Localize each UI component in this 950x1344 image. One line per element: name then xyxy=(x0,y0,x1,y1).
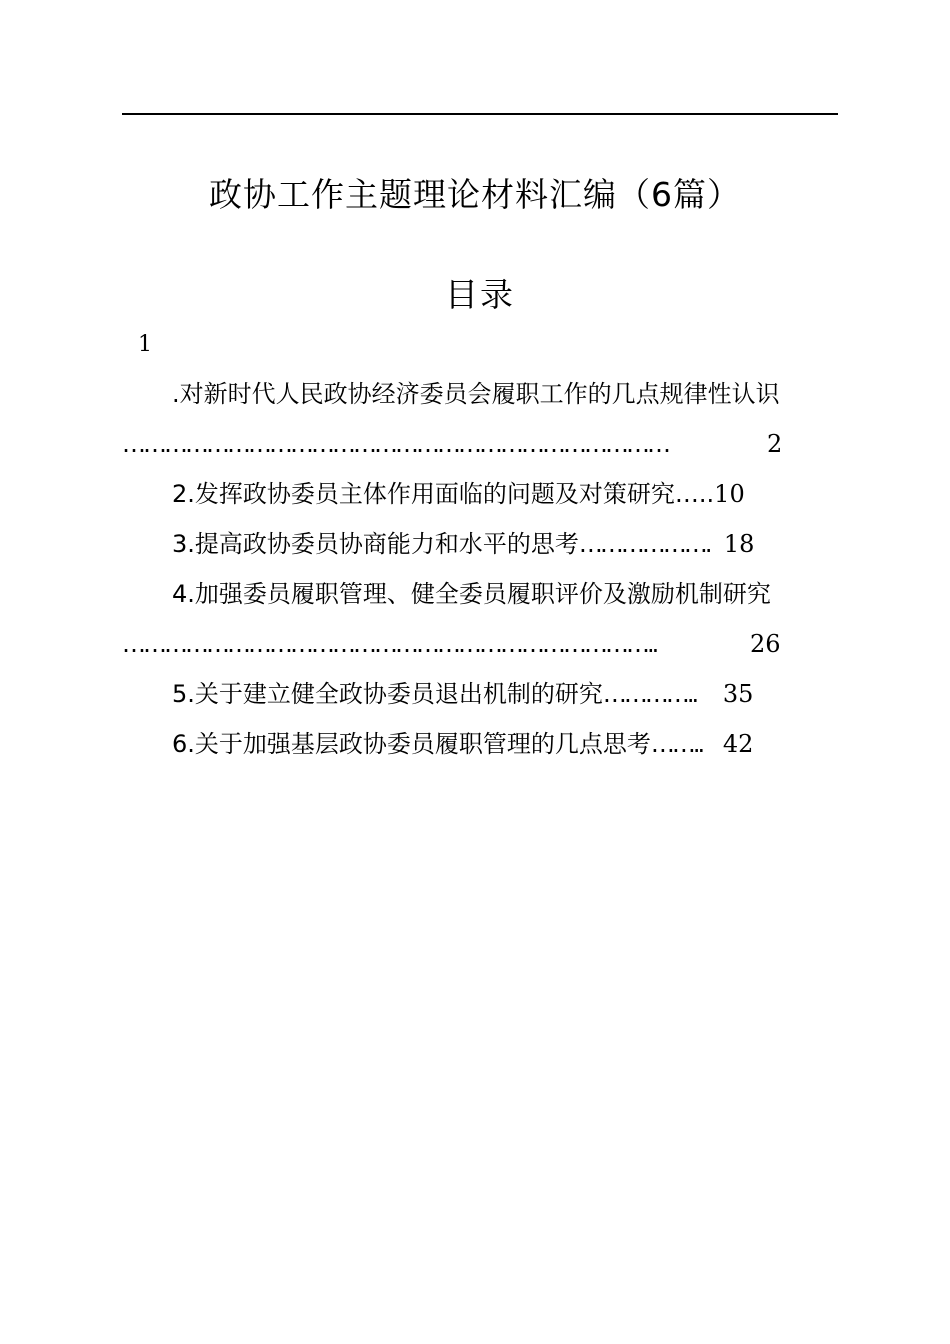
toc-item-4-title[interactable] xyxy=(172,576,771,612)
toc-item-4-text: 4.加强委员履职管理、健全委员履职评价及激励机制研究 xyxy=(172,580,771,608)
toc-item-1-page: 2 xyxy=(767,430,783,458)
toc-item-4-leader: ………………………………………………………………….. xyxy=(122,630,657,658)
toc-item-1-title[interactable] xyxy=(172,376,780,412)
toc-item-1-text: .对新时代人民政协经济委员会履职工作的几点规律性认识 xyxy=(172,380,780,408)
toc-item-3-text: 3.提高政协委员协商能力和水平的思考 xyxy=(172,530,579,558)
toc-item-4-leader-line[interactable] xyxy=(122,626,792,662)
toc-item-5-text: 5.关于建立健全政协委员退出机制的研究 xyxy=(172,680,603,708)
toc-item-4-page: 26 xyxy=(750,630,781,658)
header-rule xyxy=(122,113,838,115)
toc-heading: 目录 xyxy=(445,275,515,314)
toc-item-6-leader: …….. xyxy=(650,730,703,758)
toc-item-2-leader: ….. xyxy=(674,480,715,508)
toc-item-2-text: 2.发挥政协委员主体作用面临的问题及对策研究 xyxy=(172,480,675,508)
toc-item-1-leader: …………………………………………………………………… xyxy=(122,430,668,458)
toc-item-5-leader: ………….. xyxy=(602,680,697,708)
toc-item-6-text: 6.关于加强基层政协委员履职管理的几点思考 xyxy=(172,730,651,758)
toc-item-5[interactable] xyxy=(172,676,753,712)
toc-item-3-leader: ………………. xyxy=(578,530,710,558)
toc-item-3-page: 18 xyxy=(723,530,755,558)
toc-item-2-page: 10 xyxy=(714,480,745,508)
toc-item-6[interactable] xyxy=(172,726,753,762)
toc-item-2[interactable] xyxy=(172,476,745,512)
toc-item-1-leader-line[interactable] xyxy=(122,426,792,462)
toc-item-6-page: 42 xyxy=(722,730,754,758)
toc-item-3[interactable] xyxy=(172,526,754,562)
toc-item-1-number: 1 xyxy=(138,332,152,357)
document-title: 政协工作主题理论材料汇编（6篇） xyxy=(209,175,741,214)
toc-item-5-page: 35 xyxy=(722,680,754,708)
